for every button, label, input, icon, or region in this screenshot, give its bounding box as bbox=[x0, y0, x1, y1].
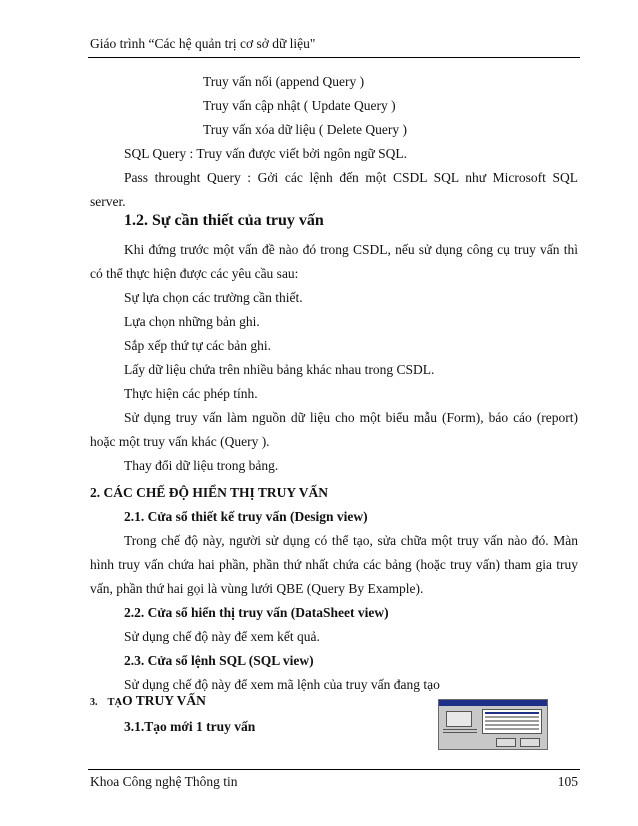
list-item: Truy vấn xóa dữ liệu ( Delete Query ) bbox=[203, 122, 408, 137]
chapter-heading bbox=[90, 692, 206, 710]
list-item: Sắp xếp thứ tự các bản ghi. bbox=[124, 338, 271, 353]
section-heading: 1.2. Sự cần thiết của truy vấn bbox=[124, 212, 324, 229]
dialog-caption-lines bbox=[443, 729, 477, 730]
dialog-cancel-button bbox=[520, 738, 540, 747]
list-item: Thay đổi dữ liệu trong bảng. bbox=[124, 458, 279, 473]
chapter-number: 3. bbox=[90, 697, 98, 708]
list-item: SQL Query : Truy vấn được viết bởi ngôn ngữ SQL. bbox=[124, 146, 408, 161]
dialog-option-list bbox=[482, 709, 542, 734]
header-rule bbox=[88, 57, 580, 58]
subsection-heading: 3.1.Tạo mới 1 truy vấn bbox=[124, 719, 256, 734]
chapter-title-start: TẠ bbox=[107, 697, 123, 708]
dialog-ok-button bbox=[496, 738, 516, 747]
dialog-preview-icon bbox=[446, 711, 472, 727]
page-number: 105 bbox=[557, 774, 578, 789]
paragraph-line: vấn, phần thứ hai gọi là vùng lưới QBE (Query By Example). bbox=[90, 581, 424, 596]
subsection-heading: 2.3. Cửa sổ lệnh SQL (SQL view) bbox=[124, 653, 314, 668]
paragraph-line: hình truy vấn chứa hai phần, phần thứ nhất chứa các bảng (hoặc truy vấn) tham gia truy bbox=[90, 557, 578, 572]
chapter-title-rest: O TRUY VẤN bbox=[122, 693, 206, 708]
paragraph-line: Sử dụng chế độ này để xem kết quả. bbox=[124, 629, 320, 644]
paragraph-line: Sử dụng chế độ này để xem mã lệnh của truy vấn đang tạo bbox=[124, 677, 440, 692]
subsection-heading: 2.1. Cửa sổ thiết kế truy vấn (Design view) bbox=[124, 509, 368, 524]
paragraph-line: Sử dụng truy vấn làm nguồn dữ liệu cho một biểu mẫu (Form), báo cáo (report) bbox=[124, 410, 578, 425]
chapter-heading: 2. CÁC CHẾ ĐỘ HIỂN THỊ TRUY VẤN bbox=[90, 485, 329, 500]
subsection-heading: 2.2. Cửa sổ hiển thị truy vấn (DataSheet view) bbox=[124, 605, 389, 620]
list-item: Truy vấn cập nhật ( Update Query ) bbox=[203, 98, 396, 113]
paragraph-line: Pass throught Query : Gởi các lệnh đến một CSDL SQL như Microsoft SQL bbox=[124, 170, 578, 185]
footer-rule bbox=[88, 769, 580, 770]
list-item: Thực hiện các phép tính. bbox=[124, 386, 258, 401]
list-item: Truy vấn nối (append Query ) bbox=[203, 74, 365, 89]
paragraph-line: hoặc một truy vấn khác (Query ). bbox=[90, 434, 270, 449]
list-item: Lấy dữ liệu chứa trên nhiều bảng khác nhau trong CSDL. bbox=[124, 362, 435, 377]
list-item: Lựa chọn những bản ghi. bbox=[124, 314, 260, 329]
list-item: Sự lựa chọn các trường cần thiết. bbox=[124, 290, 303, 305]
footer-faculty: Khoa Công nghệ Thông tin bbox=[90, 774, 238, 789]
paragraph-line: Khi đứng trước một vấn đề nào đó trong CSDL, nếu sử dụng công cụ truy vấn thì bbox=[124, 242, 578, 257]
paragraph-line: server. bbox=[90, 194, 126, 209]
paragraph-line: có thể thực hiện được các yêu cầu sau: bbox=[90, 266, 299, 281]
paragraph-line: Trong chế độ này, người sử dụng có thể tạo, sửa chữa một truy vấn nào đó. Màn bbox=[124, 533, 578, 548]
running-header: Giáo trình “Các hệ quản trị cơ sở dữ liệu" bbox=[90, 36, 316, 51]
new-query-dialog-image bbox=[438, 699, 548, 750]
dialog-title-bar bbox=[439, 700, 547, 706]
